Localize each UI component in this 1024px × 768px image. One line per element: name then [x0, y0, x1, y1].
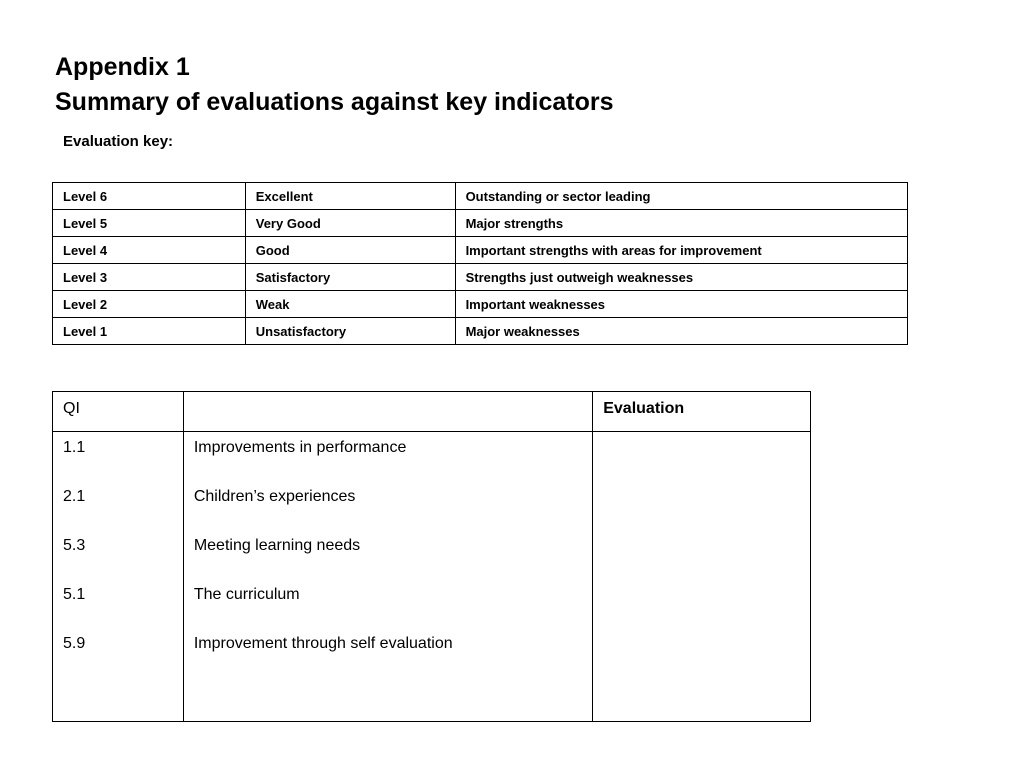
qi-indicator: The curriculum — [193, 586, 300, 603]
table-row — [53, 210, 908, 237]
qi-evaluation — [603, 537, 810, 586]
key-grade-cell: Excellent — [245, 183, 455, 210]
key-description-cell: Major weaknesses — [455, 318, 907, 345]
table-row — [53, 183, 908, 210]
page-title-line-1: Appendix 1 — [55, 53, 190, 81]
qi-evaluation — [603, 586, 810, 635]
qi-evaluation — [603, 439, 810, 488]
qi-indicator: Improvements in performance — [193, 439, 407, 456]
key-grade-cell: Good — [245, 237, 455, 264]
evaluation-header: Evaluation — [593, 392, 811, 432]
table-header-row — [53, 392, 811, 432]
qi-indicators-cell — [183, 432, 592, 722]
key-grade-cell: Weak — [245, 291, 455, 318]
key-level-cell: Level 4 — [53, 237, 246, 264]
qi-code: 2.1 — [63, 488, 86, 505]
key-level-cell: Level 3 — [53, 264, 246, 291]
qi-header: QI — [53, 392, 184, 432]
page-title-line-2: Summary of evaluations against key indicators — [55, 88, 614, 116]
qi-code: 5.3 — [63, 537, 86, 554]
key-grade-cell: Very Good — [245, 210, 455, 237]
table-row — [53, 318, 908, 345]
qi-codes-cell — [53, 432, 184, 722]
key-level-cell: Level 6 — [53, 183, 246, 210]
table-row — [53, 432, 811, 722]
table-row — [53, 237, 908, 264]
table-row — [53, 291, 908, 318]
qi-evaluation — [603, 488, 810, 537]
qi-code: 5.9 — [63, 635, 86, 652]
qi-indicator: Children’s experiences — [193, 488, 356, 505]
key-grade-cell: Satisfactory — [245, 264, 455, 291]
qi-code: 5.1 — [63, 586, 86, 603]
qi-code: 1.1 — [63, 439, 86, 456]
key-level-cell: Level 5 — [53, 210, 246, 237]
evaluation-key-table — [52, 182, 908, 345]
key-description-cell: Important strengths with areas for improvement — [455, 237, 907, 264]
table-row — [53, 264, 908, 291]
page-title — [55, 50, 614, 120]
key-description-cell: Outstanding or sector leading — [455, 183, 907, 210]
key-grade-cell: Unsatisfactory — [245, 318, 455, 345]
qi-evaluation — [603, 635, 810, 684]
evaluation-key-label: Evaluation key: — [63, 133, 174, 150]
key-description-cell: Strengths just outweigh weaknesses — [455, 264, 907, 291]
key-description-cell: Major strengths — [455, 210, 907, 237]
key-level-cell: Level 2 — [53, 291, 246, 318]
qi-indicator: Meeting learning needs — [193, 537, 361, 554]
key-description-cell: Important weaknesses — [455, 291, 907, 318]
qi-evaluation-table — [52, 391, 811, 722]
key-level-cell: Level 1 — [53, 318, 246, 345]
indicator-header — [183, 392, 592, 432]
qi-indicator: Improvement through self evaluation — [193, 635, 453, 652]
evaluation-cell — [593, 432, 811, 722]
